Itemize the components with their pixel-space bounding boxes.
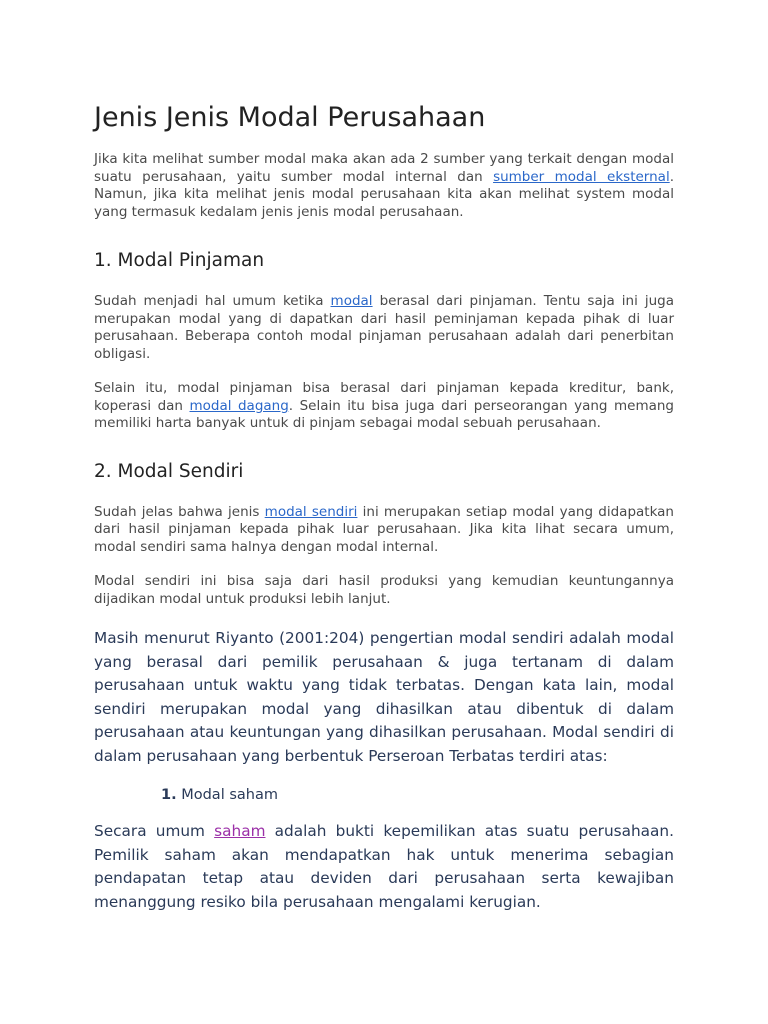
- link-modal[interactable]: modal: [330, 293, 373, 309]
- section-heading-modal-pinjaman: 1. Modal Pinjaman: [94, 250, 265, 271]
- intro-paragraph: [94, 151, 674, 221]
- list-item-modal-saham: [94, 785, 674, 805]
- page-title: Jenis Jenis Modal Perusahaan: [94, 102, 486, 133]
- list-number: 1.: [161, 787, 177, 803]
- modal-pinjaman-paragraph-2: [94, 380, 674, 433]
- link-modal-sendiri[interactable]: modal sendiri: [264, 503, 358, 520]
- modal-pinjaman-paragraph-1: [94, 293, 674, 363]
- article-content: [94, 100, 674, 914]
- link-modal-dagang[interactable]: modal dagang: [189, 397, 289, 414]
- paragraph-text: Secara umum: [94, 822, 215, 840]
- paragraph-text: . Selain itu bisa juga dari perseorangan yang memang memiliki harta banyak untuk di pinjam sebagai modal sebuah perusahaan.: [94, 397, 674, 431]
- intro-text-1: Jika kita melihat sumber modal maka akan ada 2 sumber yang terkait dengan modal suatu perusahaan, yaitu sumber modal internal dan: [94, 151, 674, 185]
- riyanto-quote-paragraph: Masih menurut Riyanto (2001:204) pengertian modal sendiri adalah modal yang berasal dari pemilik perusahaan & juga tertanam di dalam perusahaan untuk waktu yang tidak terbatas. Dengan kata lain, modal sendiri merupakan modal yang dihasilkan atau dibentuk di dalam perusahaan atau keuntungan yang dihasilkan perusahaan. Modal sendiri di dalam perusahaan yang berbentuk Perseroan Terbatas terdiri atas:: [94, 629, 674, 765]
- link-sumber-modal-eksternal[interactable]: sumber modal eksternal: [493, 168, 670, 185]
- intro-text-2: . Namun, jika kita melihat jenis modal perusahaan kita akan melihat system modal yang termasuk kedalam jenis jenis modal perusahaan.: [94, 168, 674, 220]
- link-saham[interactable]: saham: [214, 822, 266, 840]
- saham-paragraph: [94, 820, 674, 914]
- paragraph-text: ini merupakan setiap modal yang didapatkan dari hasil pinjaman kepada pihak luar perusahaan. Jika kita lihat secara umum, modal sendiri sama halnya dengan modal internal.: [94, 503, 674, 555]
- paragraph-text: Sudah menjadi hal umum ketika: [94, 293, 331, 309]
- section-heading-modal-sendiri: 2. Modal Sendiri: [94, 460, 244, 482]
- modal-sendiri-paragraph-1: [94, 504, 674, 557]
- modal-sendiri-paragraph-2: Modal sendiri ini bisa saja dari hasil produksi yang kemudian keuntungannya dijadikan modal untuk produksi lebih lanjut.: [94, 573, 674, 607]
- list-label: Modal saham: [181, 787, 278, 803]
- paragraph-text: Sudah jelas bahwa jenis: [94, 503, 265, 520]
- paragraph-text: berasal dari pinjaman. Tentu saja ini juga merupakan modal yang di dapatkan dari hasil peminjaman kepada pihak di luar perusahaan. Beberapa contoh modal pinjaman perusahaan adalah dari penerbitan obligasi.: [94, 293, 675, 362]
- paragraph-text: Selain itu, modal pinjaman bisa berasal dari pinjaman kepada kreditur, bank, koperasi dan: [94, 380, 674, 414]
- paragraph-text: adalah bukti kepemilikan atas suatu perusahaan. Pemilik saham akan mendapatkan hak untuk menerima sebagian pendapatan tetap atau deviden dari perusahaan serta kewajiban menanggung resiko bila perusahaan mengalami kerugian.: [94, 822, 674, 911]
